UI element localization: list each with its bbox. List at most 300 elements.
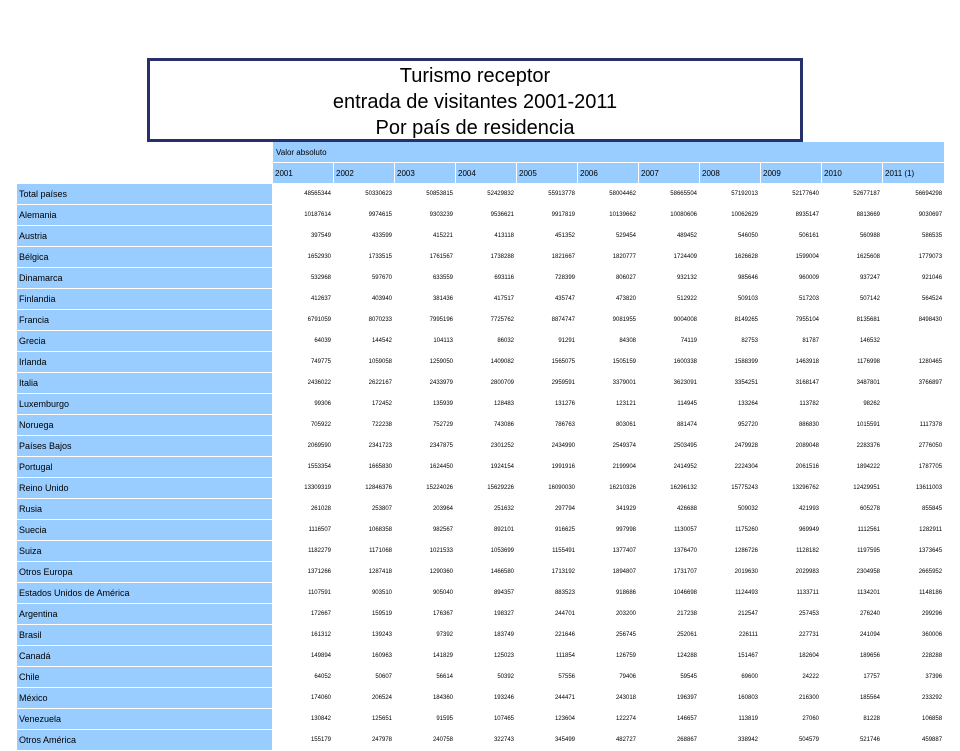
value-cell: 233292: [883, 688, 945, 709]
value-cell: 37396: [883, 667, 945, 688]
value-cell: 193246: [456, 688, 517, 709]
value-cell: 59545: [639, 667, 700, 688]
country-label: Bélgica: [17, 247, 273, 268]
value-cell: 227731: [761, 625, 822, 646]
value-cell: 56614: [395, 667, 456, 688]
value-cell: 217238: [639, 604, 700, 625]
table-row: [17, 646, 945, 667]
value-cell: 345499: [517, 730, 578, 751]
value-cell: 52429832: [456, 184, 517, 205]
value-cell: 1761567: [395, 247, 456, 268]
value-cell: 1124493: [700, 583, 761, 604]
value-cell: [883, 394, 945, 415]
value-cell: 1059058: [334, 352, 395, 373]
value-cell: 412637: [273, 289, 334, 310]
value-cell: 1371266: [273, 562, 334, 583]
value-cell: 1197595: [822, 541, 883, 562]
value-cell: 146657: [639, 709, 700, 730]
year-header: 2009: [761, 163, 822, 184]
value-cell: 1287418: [334, 562, 395, 583]
value-cell: 79406: [578, 667, 639, 688]
value-cell: 244471: [517, 688, 578, 709]
country-label: Italia: [17, 373, 273, 394]
value-cell: 413118: [456, 226, 517, 247]
value-cell: 74119: [639, 331, 700, 352]
value-cell: 2549374: [578, 436, 639, 457]
value-cell: 133264: [700, 394, 761, 415]
table-row: [17, 205, 945, 226]
value-cell: 126759: [578, 646, 639, 667]
value-cell: 1134201: [822, 583, 883, 604]
value-cell: 433599: [334, 226, 395, 247]
value-cell: 903510: [334, 583, 395, 604]
table-row: [17, 499, 945, 520]
value-cell: 521746: [822, 730, 883, 751]
value-cell: 2434990: [517, 436, 578, 457]
value-cell: 297794: [517, 499, 578, 520]
value-cell: 2224304: [700, 457, 761, 478]
country-label: Portugal: [17, 457, 273, 478]
value-cell: 1130057: [639, 520, 700, 541]
value-cell: 122274: [578, 709, 639, 730]
value-cell: 125651: [334, 709, 395, 730]
value-cell: 1665830: [334, 457, 395, 478]
value-cell: 1600338: [639, 352, 700, 373]
value-cell: 894357: [456, 583, 517, 604]
table-row: [17, 625, 945, 646]
value-cell: 261028: [273, 499, 334, 520]
value-cell: 113782: [761, 394, 822, 415]
value-cell: 182604: [761, 646, 822, 667]
value-cell: 151467: [700, 646, 761, 667]
value-cell: 1117378: [883, 415, 945, 436]
value-cell: 172667: [273, 604, 334, 625]
value-cell: 81228: [822, 709, 883, 730]
value-cell: 1133711: [761, 583, 822, 604]
country-label: Francia: [17, 310, 273, 331]
value-cell: 161312: [273, 625, 334, 646]
value-cell: 693116: [456, 268, 517, 289]
value-cell: 1290360: [395, 562, 456, 583]
value-cell: 104113: [395, 331, 456, 352]
value-cell: 16210326: [578, 478, 639, 499]
value-cell: 786763: [517, 415, 578, 436]
value-cell: 482727: [578, 730, 639, 751]
value-cell: 2341723: [334, 436, 395, 457]
value-cell: 55913778: [517, 184, 578, 205]
value-cell: 932132: [639, 268, 700, 289]
value-cell: 15775243: [700, 478, 761, 499]
country-label: Finlandia: [17, 289, 273, 310]
table-row: [17, 415, 945, 436]
value-cell: 1148186: [883, 583, 945, 604]
value-cell: 8135681: [822, 310, 883, 331]
country-label: Dinamarca: [17, 268, 273, 289]
value-cell: 128483: [456, 394, 517, 415]
value-cell: 855845: [883, 499, 945, 520]
year-header: 2003: [395, 163, 456, 184]
table-row: [17, 709, 945, 730]
value-cell: 64052: [273, 667, 334, 688]
country-label: Otros Europa: [17, 562, 273, 583]
value-cell: 2029983: [761, 562, 822, 583]
value-cell: 451352: [517, 226, 578, 247]
title-line-1: Turismo receptor: [399, 65, 551, 87]
value-cell: 1046698: [639, 583, 700, 604]
value-cell: 1280465: [883, 352, 945, 373]
value-cell: 244701: [517, 604, 578, 625]
value-cell: 415221: [395, 226, 456, 247]
value-cell: 2304958: [822, 562, 883, 583]
value-cell: 1787705: [883, 457, 945, 478]
country-label: Total países: [17, 184, 273, 205]
value-cell: 9974615: [334, 205, 395, 226]
value-cell: 196397: [639, 688, 700, 709]
value-cell: 426688: [639, 499, 700, 520]
value-cell: 52677187: [822, 184, 883, 205]
visitors-table: [16, 141, 945, 751]
value-cell: 13296762: [761, 478, 822, 499]
value-cell: 504579: [761, 730, 822, 751]
value-cell: 176367: [395, 604, 456, 625]
table-row: [17, 331, 945, 352]
value-cell: 997998: [578, 520, 639, 541]
value-cell: 189656: [822, 646, 883, 667]
country-label: Suecia: [17, 520, 273, 541]
value-cell: 597670: [334, 268, 395, 289]
value-cell: 48565344: [273, 184, 334, 205]
value-cell: 1107591: [273, 583, 334, 604]
value-cell: 728399: [517, 268, 578, 289]
value-cell: 1820777: [578, 247, 639, 268]
value-cell: 52177640: [761, 184, 822, 205]
value-cell: 155179: [273, 730, 334, 751]
year-header-row: [17, 163, 945, 184]
value-cell: 253807: [334, 499, 395, 520]
year-header: 2011 (1): [883, 163, 945, 184]
country-label: Reino Unido: [17, 478, 273, 499]
value-cell: 1626628: [700, 247, 761, 268]
table-row: [17, 436, 945, 457]
value-cell: 1373645: [883, 541, 945, 562]
table-row: [17, 226, 945, 247]
value-cell: 1463918: [761, 352, 822, 373]
country-label: Noruega: [17, 415, 273, 436]
value-cell: 58665504: [639, 184, 700, 205]
value-cell: 206524: [334, 688, 395, 709]
value-cell: 435747: [517, 289, 578, 310]
value-cell: 905040: [395, 583, 456, 604]
value-cell: 9081955: [578, 310, 639, 331]
table-row: [17, 310, 945, 331]
value-cell: 529454: [578, 226, 639, 247]
value-cell: 111854: [517, 646, 578, 667]
value-cell: 24222: [761, 667, 822, 688]
value-cell: 114945: [639, 394, 700, 415]
value-cell: 1599004: [761, 247, 822, 268]
value-cell: 937247: [822, 268, 883, 289]
value-cell: 50607: [334, 667, 395, 688]
value-cell: 1821667: [517, 247, 578, 268]
value-cell: 397549: [273, 226, 334, 247]
value-cell: 2503495: [639, 436, 700, 457]
country-label: México: [17, 688, 273, 709]
value-cell: 123121: [578, 394, 639, 415]
value-cell: 881474: [639, 415, 700, 436]
value-cell: 9030697: [883, 205, 945, 226]
country-label: Alemania: [17, 205, 273, 226]
table-row: [17, 289, 945, 310]
value-cell: 2061516: [761, 457, 822, 478]
value-cell: 2665952: [883, 562, 945, 583]
value-cell: 160963: [334, 646, 395, 667]
value-cell: 2622167: [334, 373, 395, 394]
table-caption: Valor absoluto: [273, 142, 945, 163]
value-cell: 1015591: [822, 415, 883, 436]
value-cell: 184360: [395, 688, 456, 709]
value-cell: 338942: [700, 730, 761, 751]
value-cell: 722238: [334, 415, 395, 436]
value-cell: 560988: [822, 226, 883, 247]
country-label: Rusia: [17, 499, 273, 520]
empty-header-cell: [17, 163, 273, 184]
year-header: 2004: [456, 163, 517, 184]
value-cell: 2283376: [822, 436, 883, 457]
value-cell: 160803: [700, 688, 761, 709]
value-cell: 221646: [517, 625, 578, 646]
value-cell: 198327: [456, 604, 517, 625]
value-cell: 226111: [700, 625, 761, 646]
value-cell: 64039: [273, 331, 334, 352]
country-label: Otros América: [17, 730, 273, 751]
value-cell: 144542: [334, 331, 395, 352]
value-cell: 97392: [395, 625, 456, 646]
title-box: [147, 58, 803, 142]
value-cell: 276240: [822, 604, 883, 625]
value-cell: 960009: [761, 268, 822, 289]
value-cell: 9917819: [517, 205, 578, 226]
country-label: Países Bajos: [17, 436, 273, 457]
value-cell: 174060: [273, 688, 334, 709]
value-cell: 892101: [456, 520, 517, 541]
table-row: [17, 583, 945, 604]
value-cell: 12429951: [822, 478, 883, 499]
value-cell: 743086: [456, 415, 517, 436]
year-header: 2005: [517, 163, 578, 184]
value-cell: 1376470: [639, 541, 700, 562]
value-cell: 98262: [822, 394, 883, 415]
table-row: [17, 688, 945, 709]
value-cell: 1713192: [517, 562, 578, 583]
country-label: Argentina: [17, 604, 273, 625]
country-label: Estados Unidos de América: [17, 583, 273, 604]
value-cell: 360006: [883, 625, 945, 646]
value-cell: 146532: [822, 331, 883, 352]
value-cell: 1409082: [456, 352, 517, 373]
table-row: [17, 184, 945, 205]
value-cell: 50392: [456, 667, 517, 688]
value-cell: 10080606: [639, 205, 700, 226]
value-cell: 17757: [822, 667, 883, 688]
value-cell: 135939: [395, 394, 456, 415]
value-cell: 564524: [883, 289, 945, 310]
value-cell: 1175260: [700, 520, 761, 541]
value-cell: 124288: [639, 646, 700, 667]
value-cell: 86032: [456, 331, 517, 352]
value-cell: 82753: [700, 331, 761, 352]
value-cell: 13611003: [883, 478, 945, 499]
value-cell: 3623091: [639, 373, 700, 394]
value-cell: 1588399: [700, 352, 761, 373]
value-cell: 247978: [334, 730, 395, 751]
table-row: [17, 667, 945, 688]
value-cell: 9303239: [395, 205, 456, 226]
year-header: 2002: [334, 163, 395, 184]
value-cell: 106858: [883, 709, 945, 730]
value-cell: 1924154: [456, 457, 517, 478]
value-cell: 509032: [700, 499, 761, 520]
value-cell: 2959591: [517, 373, 578, 394]
value-cell: 921046: [883, 268, 945, 289]
value-cell: 2347875: [395, 436, 456, 457]
value-cell: 251632: [456, 499, 517, 520]
value-cell: 183749: [456, 625, 517, 646]
value-cell: 50853815: [395, 184, 456, 205]
value-cell: 91595: [395, 709, 456, 730]
value-cell: 1171068: [334, 541, 395, 562]
year-header: 2008: [700, 163, 761, 184]
country-label: Brasil: [17, 625, 273, 646]
value-cell: 9004008: [639, 310, 700, 331]
value-cell: 257453: [761, 604, 822, 625]
value-cell: 1894807: [578, 562, 639, 583]
table-row: [17, 520, 945, 541]
value-cell: 8498430: [883, 310, 945, 331]
country-label: Chile: [17, 667, 273, 688]
value-cell: 512922: [639, 289, 700, 310]
value-cell: 12846376: [334, 478, 395, 499]
value-cell: 203964: [395, 499, 456, 520]
value-cell: 1624450: [395, 457, 456, 478]
value-cell: [883, 331, 945, 352]
value-cell: 84308: [578, 331, 639, 352]
value-cell: 1505159: [578, 352, 639, 373]
value-cell: 27060: [761, 709, 822, 730]
value-cell: 7955104: [761, 310, 822, 331]
value-cell: 228288: [883, 646, 945, 667]
value-cell: 473820: [578, 289, 639, 310]
value-cell: 56694298: [883, 184, 945, 205]
value-cell: 8874747: [517, 310, 578, 331]
value-cell: 1021533: [395, 541, 456, 562]
value-cell: 212547: [700, 604, 761, 625]
value-cell: 1466580: [456, 562, 517, 583]
year-header: 2007: [639, 163, 700, 184]
value-cell: 16296132: [639, 478, 700, 499]
value-cell: 749775: [273, 352, 334, 373]
value-cell: 131276: [517, 394, 578, 415]
value-cell: 3487801: [822, 373, 883, 394]
value-cell: 546050: [700, 226, 761, 247]
value-cell: 1731707: [639, 562, 700, 583]
value-cell: 58004462: [578, 184, 639, 205]
value-cell: 10139662: [578, 205, 639, 226]
value-cell: 107465: [456, 709, 517, 730]
value-cell: 50330623: [334, 184, 395, 205]
value-cell: 16090030: [517, 478, 578, 499]
value-cell: 586535: [883, 226, 945, 247]
country-label: Suiza: [17, 541, 273, 562]
value-cell: 633559: [395, 268, 456, 289]
value-cell: 113819: [700, 709, 761, 730]
value-cell: 417517: [456, 289, 517, 310]
value-cell: 918686: [578, 583, 639, 604]
value-cell: 752729: [395, 415, 456, 436]
value-cell: 1565075: [517, 352, 578, 373]
value-cell: 1112561: [822, 520, 883, 541]
value-cell: 883523: [517, 583, 578, 604]
value-cell: 15224026: [395, 478, 456, 499]
title-line-3: Por país de residencia: [375, 117, 575, 139]
value-cell: 916625: [517, 520, 578, 541]
country-label: Irlanda: [17, 352, 273, 373]
value-cell: 1738288: [456, 247, 517, 268]
value-cell: 2069590: [273, 436, 334, 457]
value-cell: 2433979: [395, 373, 456, 394]
value-cell: 299296: [883, 604, 945, 625]
value-cell: 532968: [273, 268, 334, 289]
value-cell: 2089048: [761, 436, 822, 457]
value-cell: 705922: [273, 415, 334, 436]
value-cell: 185564: [822, 688, 883, 709]
value-cell: 1155491: [517, 541, 578, 562]
value-cell: 216300: [761, 688, 822, 709]
value-cell: 252061: [639, 625, 700, 646]
value-cell: 1053699: [456, 541, 517, 562]
value-cell: 3354251: [700, 373, 761, 394]
country-label: Venezuela: [17, 709, 273, 730]
value-cell: 243018: [578, 688, 639, 709]
value-cell: 985646: [700, 268, 761, 289]
year-header: 2001: [273, 163, 334, 184]
table-row: [17, 352, 945, 373]
value-cell: 9536621: [456, 205, 517, 226]
value-cell: 1779073: [883, 247, 945, 268]
value-cell: 2479928: [700, 436, 761, 457]
value-cell: 3168147: [761, 373, 822, 394]
value-cell: 10187614: [273, 205, 334, 226]
table-row: [17, 730, 945, 751]
value-cell: 3766897: [883, 373, 945, 394]
value-cell: 982567: [395, 520, 456, 541]
value-cell: 57192013: [700, 184, 761, 205]
value-cell: 1625608: [822, 247, 883, 268]
value-cell: 886830: [761, 415, 822, 436]
country-label: Canadá: [17, 646, 273, 667]
value-cell: 2019630: [700, 562, 761, 583]
value-cell: 149894: [273, 646, 334, 667]
value-cell: 381436: [395, 289, 456, 310]
value-cell: 605278: [822, 499, 883, 520]
country-label: Austria: [17, 226, 273, 247]
value-cell: 459887: [883, 730, 945, 751]
value-cell: 8813669: [822, 205, 883, 226]
table-row: [17, 604, 945, 625]
value-cell: 8935147: [761, 205, 822, 226]
value-cell: 421993: [761, 499, 822, 520]
value-cell: 203200: [578, 604, 639, 625]
value-cell: 240758: [395, 730, 456, 751]
